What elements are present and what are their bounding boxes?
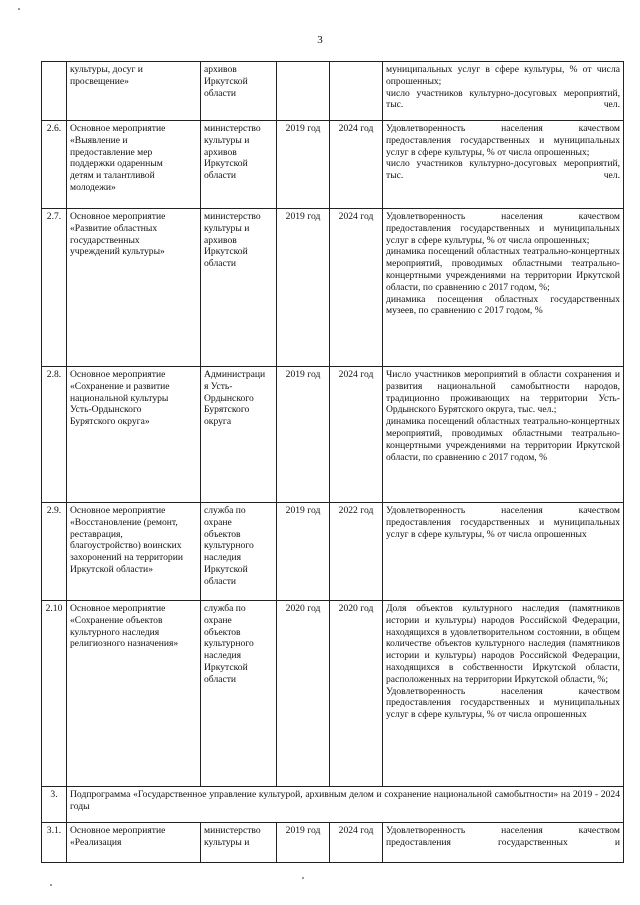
scan-speck xyxy=(18,8,20,10)
executor: министерство культуры и xyxy=(201,823,277,863)
scan-speck xyxy=(302,877,304,879)
start-year: 2019 год xyxy=(277,503,330,601)
indicator-text: число участников культурно-досуговых мероприятий, тыс. чел. xyxy=(386,87,620,111)
executor: министерство культуры и архивов Иркутской области xyxy=(201,209,277,367)
executor: Администраци я Усть- Ордынского Бурятского округа xyxy=(201,367,277,503)
indicator-text: Удовлетворенность населения качеством предоставления государственных и xyxy=(386,825,620,848)
end-year: 2020 год xyxy=(330,601,383,787)
row-number: 3. xyxy=(42,787,67,823)
executor: министерство культуры и архивов Иркутской области xyxy=(201,121,277,209)
indicator-text: динамика посещения областных государственных музеев, по сравнению с 2017 годом, % xyxy=(386,293,620,317)
activity-name: Основное мероприятие «Реализация xyxy=(67,823,201,863)
scan-speck xyxy=(50,884,52,886)
row-number: 2.10 xyxy=(42,601,67,787)
table-row xyxy=(42,601,624,787)
indicator-text: Удовлетворенность населения качеством предоставления государственных и муниципальных услуг в сфере культуры, % от числа опрошенных; xyxy=(386,211,620,246)
row-number: 2.9. xyxy=(42,503,67,601)
table-row xyxy=(42,823,624,863)
end-year: 2024 год xyxy=(330,367,383,503)
table-row xyxy=(42,121,624,209)
start-year: 2019 год xyxy=(277,367,330,503)
row-number: 2.8. xyxy=(42,367,67,503)
end-year: 2022 год xyxy=(330,503,383,601)
table-row xyxy=(42,209,624,367)
indicators-cell xyxy=(383,367,624,503)
indicators-cell xyxy=(383,121,624,209)
indicator-text: Удовлетворенность населения качеством предоставления государственных и муниципальных услуг в сфере культуры, % от числа опрошенных xyxy=(386,505,620,540)
page-number: 3 xyxy=(317,34,323,46)
row-number: 2.6. xyxy=(42,121,67,209)
activity-name: Основное мероприятие «Сохранение объектов культурного наследия религиозного назначения» xyxy=(67,601,201,787)
indicators-cell xyxy=(383,209,624,367)
indicators-cell xyxy=(383,823,624,863)
indicator-text: Удовлетворенность населения качеством предоставления государственных и муниципальных услуг в сфере культуры, % от числа опрошенных; xyxy=(386,123,620,158)
activity-name: культуры, досуг и просвещение» xyxy=(67,62,201,121)
indicator-text: динамика посещений областных театрально-концертных мероприятий, проводимых областными театрально-концертными учреждениями на территории Иркутской области, по сравнению с 2017 годом, %; xyxy=(386,246,620,293)
activity-name: Основное мероприятие «Восстановление (ремонт, реставрация, благоустройство) воинских захоронений на территории Иркутской области» xyxy=(67,503,201,601)
indicator-text: Число участников мероприятий в области сохранения и развития национальной самобытности народов, традиционно проживающих на территории Усть-Ордынского Бурятского округа, тыс. чел.; xyxy=(386,369,620,416)
indicators-cell xyxy=(383,503,624,601)
indicators-cell xyxy=(383,62,624,121)
subprogram-title: Подпрограмма «Государственное управление культурой, архивным делом и сохранение национальной самобытности» на 2019 - 2024 годы xyxy=(67,787,624,823)
start-year: 2019 год xyxy=(277,823,330,863)
table-row xyxy=(42,62,624,121)
row-number: 2.7. xyxy=(42,209,67,367)
start-year: 2019 год xyxy=(277,121,330,209)
activity-name: Основное мероприятие «Сохранение и развитие национальной культуры Усть-Ордынского Бурятского округа» xyxy=(67,367,201,503)
program-activities-table xyxy=(41,61,624,863)
end-year: 2024 год xyxy=(330,823,383,863)
start-year: 2020 год xyxy=(277,601,330,787)
table-row xyxy=(42,367,624,503)
indicator-text: число участников культурно-досуговых мероприятий, тыс. чел. xyxy=(386,158,620,182)
table-row xyxy=(42,503,624,601)
activity-name: Основное мероприятие «Выявление и предоставление мер поддержки одаренным детям и талантливой молодежи» xyxy=(67,121,201,209)
executor: архивов Иркутской области xyxy=(201,62,277,121)
activity-name: Основное мероприятие «Развитие областных государственных учреждений культуры» xyxy=(67,209,201,367)
indicator-text: муниципальных услуг в сфере культуры, % от числа опрошенных; xyxy=(386,64,620,87)
end-year xyxy=(330,62,383,121)
subprogram-row xyxy=(42,787,624,823)
executor: служба по охране объектов культурного наследия Иркутской области xyxy=(201,601,277,787)
indicator-text: Удовлетворенность населения качеством предоставления государственных и муниципальных услуг в сфере культуры, % от числа опрошенных xyxy=(386,685,620,721)
row-number: 3.1. xyxy=(42,823,67,863)
end-year: 2024 год xyxy=(330,209,383,367)
row-number xyxy=(42,62,67,121)
indicator-text: динамика посещений областных театрально-концертных мероприятий, проводимых областными театрально-концертными учреждениями на территории Иркутской области, по сравнению с 2017 годом, % xyxy=(386,416,620,463)
indicator-text: Доля объектов культурного наследия (памятников истории и культуры) народов Российской Федерации, находящихся в удовлетворительном состоянии, в общем количестве объектов культурного наследия (памятников истории и культуры) народов Российской Федерации, находящихся в собственности Иркутской области, расположенных на территории Иркутской области, %; xyxy=(386,603,620,685)
start-year xyxy=(277,62,330,121)
indicators-cell xyxy=(383,601,624,787)
end-year: 2024 год xyxy=(330,121,383,209)
start-year: 2019 год xyxy=(277,209,330,367)
executor: служба по охране объектов культурного наследия Иркутской области xyxy=(201,503,277,601)
